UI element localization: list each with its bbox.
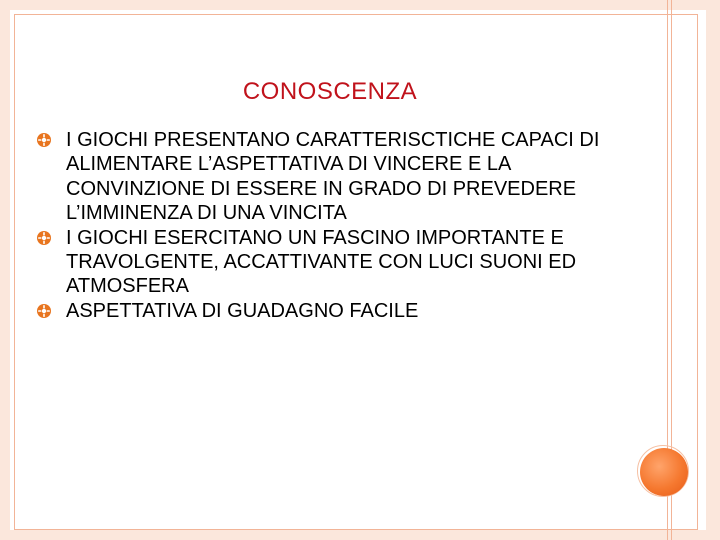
bullet-text: I GIOCHI PRESENTANO CARATTERISCTICHE CAPACI DI ALIMENTARE L’ASPETTATIVA DI VINCERE E LA CONVINZIONE DI ESSERE IN GRADO DI PREVEDERE L’IMMINENZA DI UNA VINCITA: [66, 129, 600, 225]
gear-icon: [36, 230, 52, 246]
slide-title-text: CONOSCENZA: [242, 78, 418, 105]
slide-title: [0, 78, 660, 106]
gear-icon: [36, 303, 52, 319]
bullet-text: I GIOCHI ESERCITANO UN FASCINO IMPORTANTE E TRAVOLGENTE, ACCATTIVANTE CON LUCI SUONI ED ATMOSFERA: [66, 226, 577, 298]
bullet-item: [36, 128, 636, 226]
bullet-list: [36, 128, 636, 323]
bullet-item: [36, 226, 636, 299]
bullet-item: [36, 299, 636, 323]
bullet-text: ASPETTATIVA DI GUADAGNO FACILE: [66, 299, 419, 322]
decorative-circle: [640, 448, 688, 496]
gear-icon: [36, 132, 52, 148]
